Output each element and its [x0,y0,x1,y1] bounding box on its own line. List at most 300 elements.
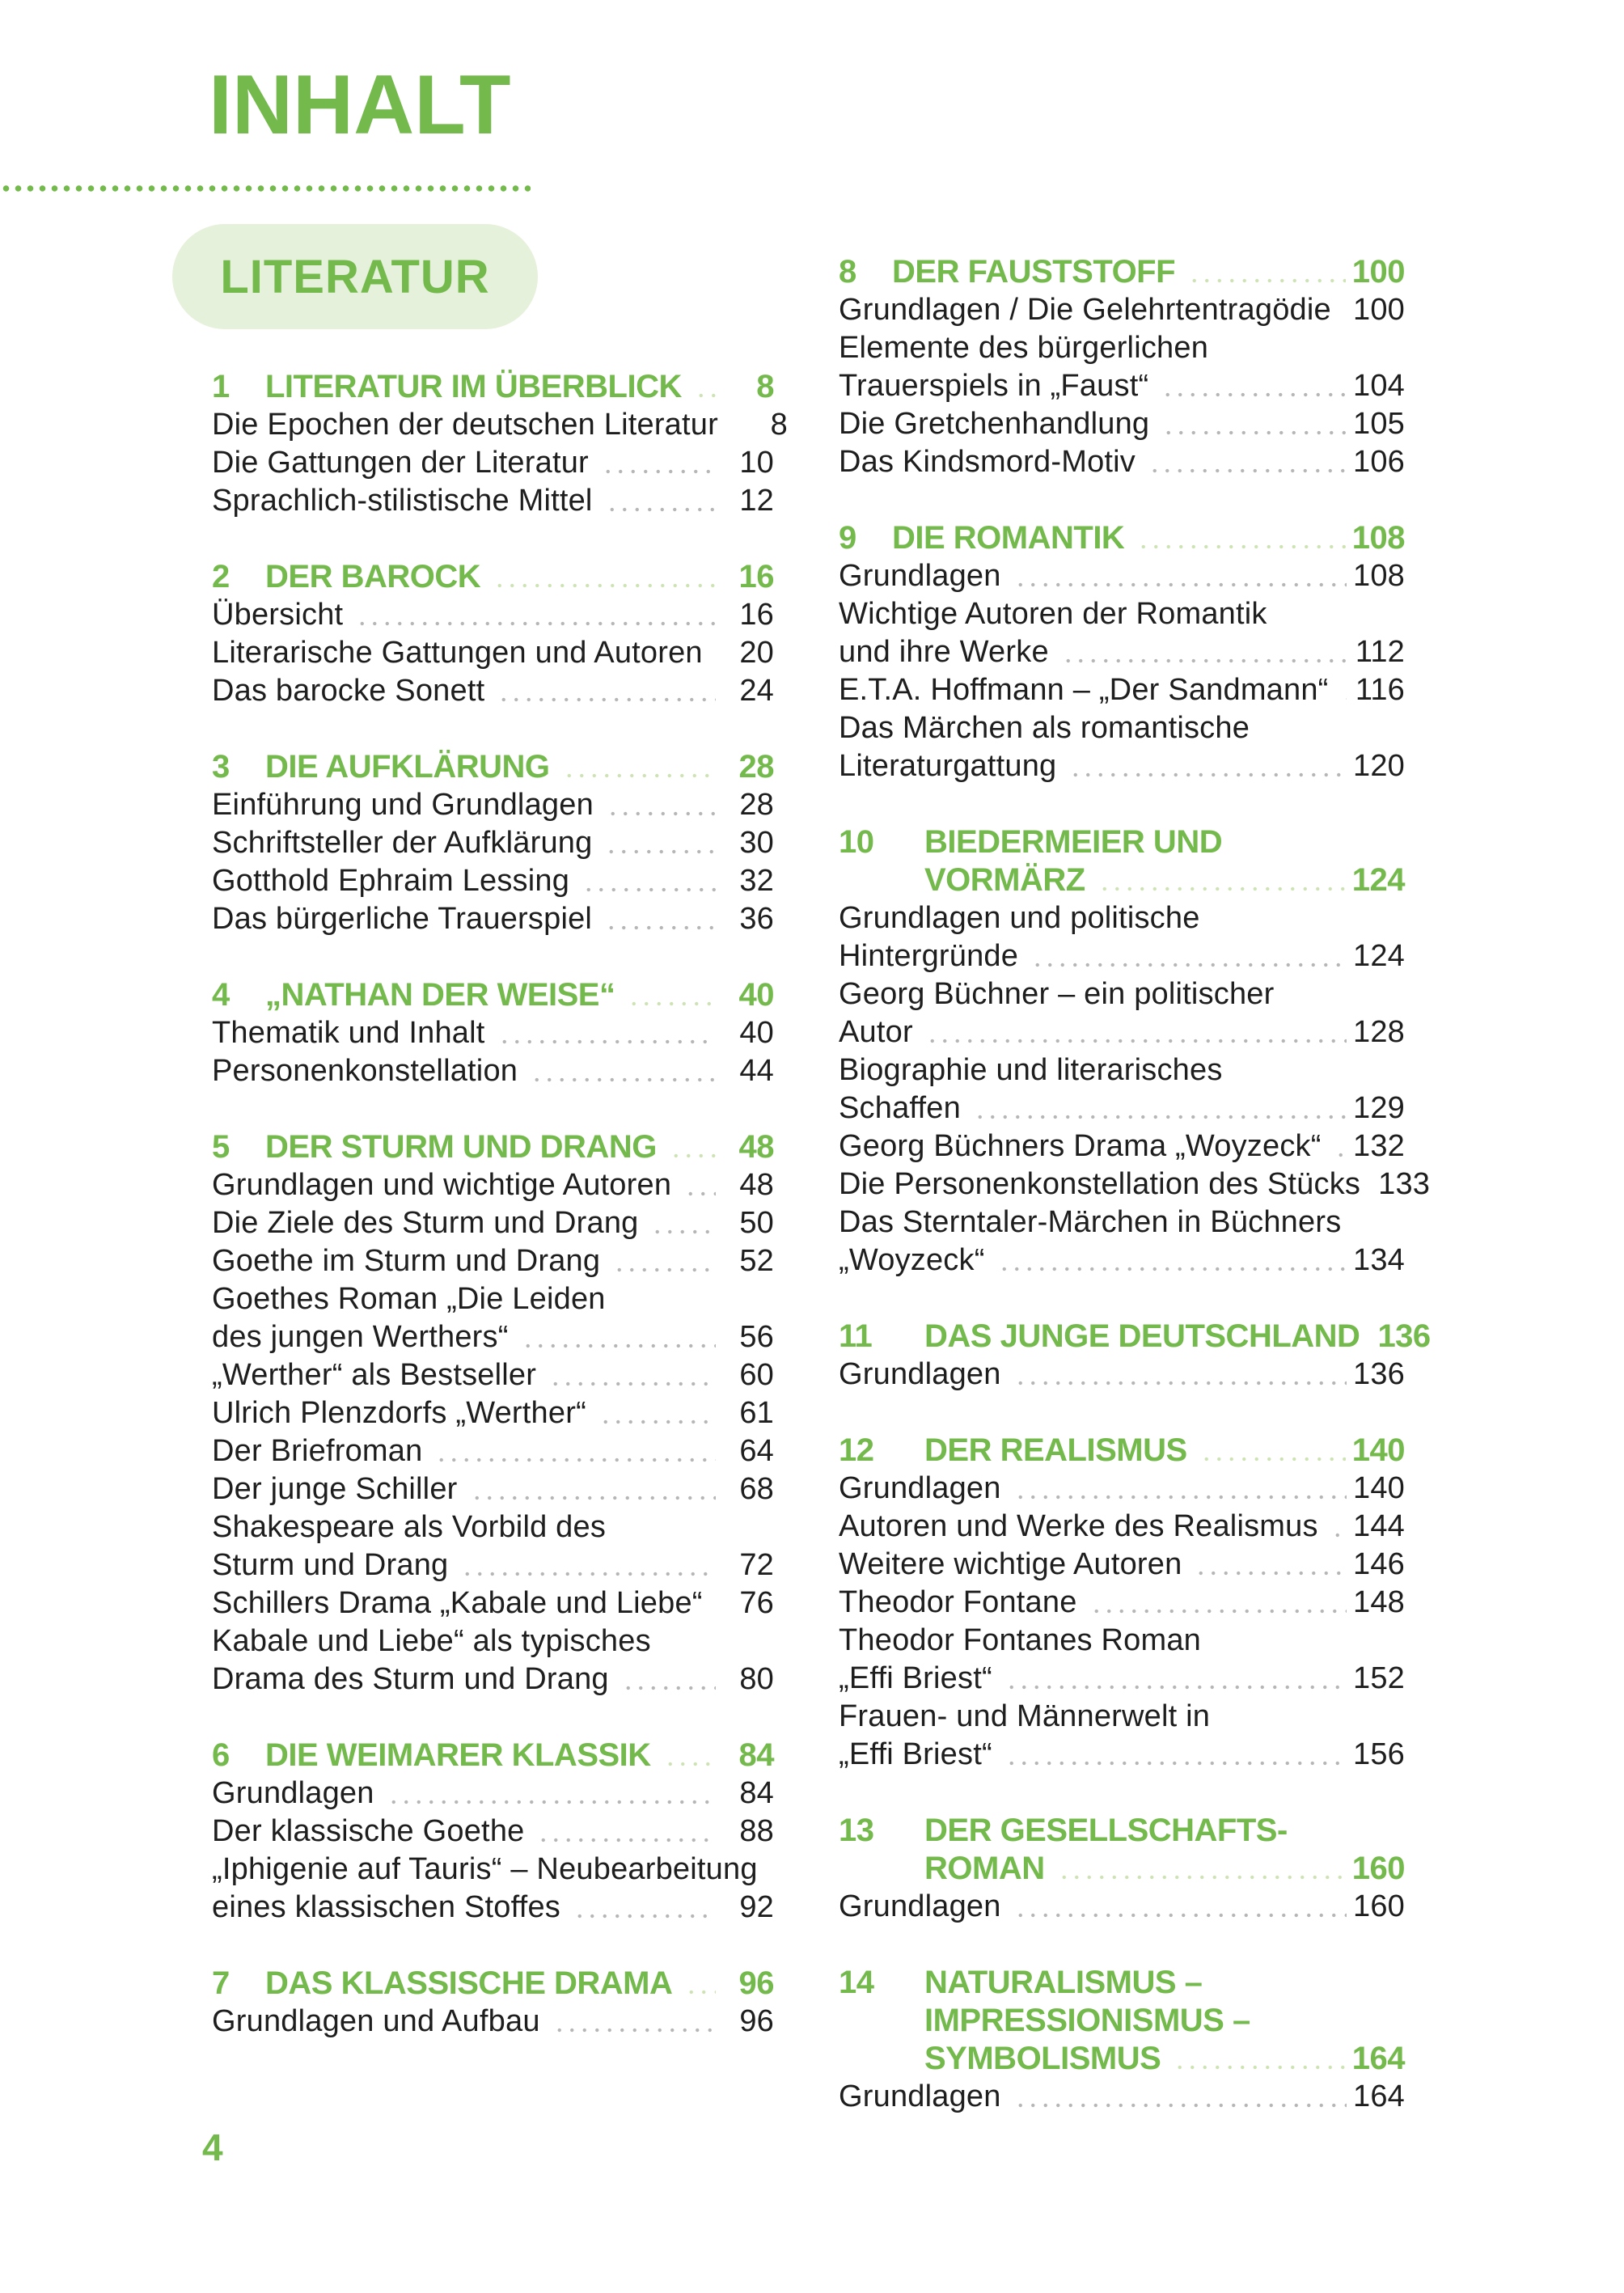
dot-leader [714,634,716,672]
entry-title: Die Ziele des Sturm und Drang [212,1206,639,1240]
toc-entry-line [212,634,774,672]
section-number: 3 [212,749,230,785]
section-number: 5 [212,1129,230,1165]
page-ref: 134 [1352,1243,1405,1277]
dot-leader [1343,291,1347,329]
entry-title: und ihre Werke [839,635,1049,669]
dot-leader [649,1204,716,1242]
toc-entry-line [212,1394,774,1432]
dot-leader [1330,1508,1347,1546]
page-ref: 48 [739,1168,774,1202]
page-ref: 160 [1352,1889,1405,1923]
page-ref: 56 [739,1320,774,1354]
dot-leader [1030,937,1347,975]
dot-leader [714,1584,716,1622]
toc-entry-line [839,633,1405,671]
dot-leader [1004,1736,1347,1774]
section-heading-line [839,1318,1431,1356]
toc-entry-line [839,1736,1405,1774]
section-heading-line [212,1737,774,1775]
section-heading-line [839,1812,1405,1850]
page-ref: 61 [739,1396,774,1430]
page-ref: 164 [1351,2041,1405,2076]
toc-entry-line [212,1470,774,1508]
toc-entry-line [212,482,774,520]
section-number: 12 [839,1432,874,1468]
section-title: DER FAUSTSTOFF [892,254,1176,290]
entry-title: Grundlagen [839,1471,1001,1505]
dot-leader [693,368,716,406]
entry-title: Das Kindsmord-Motiv [839,445,1136,479]
page-ref: 124 [1352,939,1405,973]
toc-entry-line [839,1166,1431,1204]
section-heading-line [839,861,1405,899]
dot-leader [469,1470,716,1508]
dot-leader [1013,557,1347,595]
dot-leader [497,1014,716,1052]
entry-title: Schaffen [839,1091,961,1125]
toc-section-4 [212,976,774,1090]
toc-entry-line [839,1242,1405,1280]
section-number: 9 [839,520,856,556]
dot-leader [1089,1584,1347,1622]
toc-entry-line [839,1698,1405,1736]
section-number: 2 [212,559,230,594]
entry-title: Hintergründe [839,939,1019,973]
section-title: DER REALISMUS [924,1432,1187,1468]
page-ref: 28 [739,788,774,822]
dot-leader [552,2003,716,2041]
page-ref: 68 [739,1472,774,1506]
toc-entry-line [212,1546,774,1584]
dot-leader [662,1737,716,1775]
dot-leader [683,1166,716,1204]
page-ref: 76 [739,1586,774,1620]
section-number: 7 [212,1965,230,2001]
dot-leader [1056,1850,1346,1888]
page-ref: 106 [1352,445,1405,479]
toc-entry-line [212,824,774,862]
page-ref: 12 [739,484,774,518]
section-number: 6 [212,1737,230,1773]
page-ref: 8 [756,369,774,404]
section-title: NATURALISMUS – [924,1965,1203,2000]
toc-section-3 [212,748,774,938]
section-heading-line [839,1964,1405,2002]
toc-entry-line [839,1204,1405,1242]
entry-title: Kabale und Liebe“ als typisches [212,1624,651,1658]
entry-title: Grundlagen und politische [839,901,1200,935]
entry-title: Personenkonstellation [212,1054,518,1088]
section-title: DER STURM UND DRANG [265,1129,657,1165]
entry-title: Frauen- und Männerwelt in [839,1699,1211,1733]
toc-entry-line [212,406,788,444]
toc-column-right [839,253,1431,2154]
dot-leader [605,786,716,824]
entry-title: „Effi Briest“ [839,1737,992,1771]
entry-title: Shakespeare als Vorbild des [212,1510,607,1544]
toc-entry-line [212,2003,774,2041]
page-ref: 129 [1352,1091,1405,1125]
toc-entry-line [212,1014,774,1052]
dot-leader [1013,1470,1347,1508]
entry-title: Grundlagen [839,2079,1001,2113]
toc-entry-line [212,596,774,634]
entry-title: Wichtige Autoren der Romantik [839,597,1267,631]
section-title: IMPRESSIONISMUS – [924,2003,1250,2038]
page-ref: 124 [1351,862,1405,898]
entry-title: Der junge Schiller [212,1472,458,1506]
page-ref: 136 [1377,1318,1431,1354]
toc-section-6 [212,1737,774,1927]
page-ref: 48 [738,1129,774,1165]
page-ref: 156 [1352,1737,1405,1771]
section-title: DAS KLASSISCHE DRAMA [265,1965,673,2001]
section-heading-line [839,253,1405,291]
dot-leader [1340,671,1347,709]
dot-leader [603,900,716,938]
toc-section-5 [212,1128,774,1699]
dot-leader [1147,443,1347,481]
section-title: DIE ROMANTIK [892,520,1125,556]
page-ref: 24 [739,674,774,708]
toc-entry-line [212,1280,774,1318]
entry-title: Grundlagen und Aufbau [212,2004,540,2038]
dot-leader [561,748,717,786]
section-number: 8 [839,254,856,290]
page-ref: 32 [739,864,774,898]
dot-leader [496,672,716,710]
entry-title: Das Sterntaler-Märchen in Büchners [839,1205,1342,1239]
page-ref: 28 [738,749,774,785]
section-title: DIE WEIMARER KLASSIK [265,1737,651,1773]
entry-title: Sprachlich-stilistische Mittel [212,484,593,518]
dot-leader [1333,1127,1347,1166]
entry-title: Goethes Roman „Die Leiden [212,1282,606,1316]
section-title: DER BAROCK [265,559,481,594]
toc-section-13 [839,1812,1405,1926]
dot-leader [520,1318,716,1356]
section-number: 1 [212,369,230,404]
toc-entry-line [212,1508,774,1546]
entry-title: Gotthold Ephraim Lessing [212,864,570,898]
entry-title: Einführung und Grundlagen [212,788,594,822]
dot-leader [603,824,716,862]
entry-title: Der klassische Goethe [212,1814,525,1848]
dot-leader [459,1546,716,1584]
dot-leader [668,1128,716,1166]
entry-title: Sturm und Drang [212,1548,449,1582]
page-ref: 140 [1351,1432,1405,1468]
dot-leader [492,558,716,596]
toc-column-left [212,368,788,2079]
entry-title: Drama des Sturm und Drang [212,1662,609,1696]
toc-entry-line [839,671,1405,709]
dot-leader [600,444,716,482]
toc-section-14 [839,1964,1405,2116]
dot-leader [572,1889,716,1927]
toc-entry-line [212,1622,774,1661]
entry-title: Georg Büchner – ein politischer [839,977,1275,1011]
dot-leader [611,1242,716,1280]
page-ref: 16 [738,559,774,594]
page-ref: 60 [739,1358,774,1392]
dot-leader [996,1242,1347,1280]
toc-entry-line [212,1166,774,1204]
page-ref: 64 [739,1434,774,1468]
entry-title: Das Märchen als romantische [839,711,1250,745]
page-ref: 96 [738,1965,774,2001]
page-ref: 84 [739,1776,774,1810]
entry-title: Schillers Drama „Kabale und Liebe“ [212,1586,703,1620]
dot-leader [386,1775,716,1813]
section-title: LITERATUR IM ÜBERBLICK [265,369,682,404]
page-ref: 20 [739,636,774,670]
dot-leader [1161,405,1347,443]
entry-title: Trauerspiels in „Faust“ [839,369,1149,403]
entry-title: Die Personenkonstellation des Stücks [839,1167,1361,1201]
page-ref: 44 [739,1054,774,1088]
page-ref: 80 [739,1662,774,1696]
toc-entry-line [212,1889,774,1927]
page-ref: 96 [739,2004,774,2038]
dot-leader [972,1089,1347,1127]
toc-entry-line [839,595,1405,633]
section-number: 14 [839,1965,874,2000]
entry-title: Theodor Fontanes Roman [839,1623,1201,1657]
entry-title: Die Gretchenhandlung [839,407,1150,441]
page-ref: 128 [1352,1015,1405,1049]
entry-title: Grundlagen [839,1357,1001,1391]
section-title: DER GESELLSCHAFTS- [924,1813,1288,1848]
literatur-badge [172,224,538,329]
toc-entry-line [839,1051,1405,1089]
dot-leader [626,976,716,1014]
page-ref: 30 [739,826,774,860]
entry-title: E.T.A. Hoffmann – „Der Sandmann“ [839,673,1329,707]
page-ref: 132 [1352,1129,1405,1163]
section-heading-line [839,519,1405,557]
toc-entry-line [212,1356,774,1394]
dot-leader [1013,2078,1347,2116]
page-number: 4 [202,2126,223,2168]
dot-leader [1172,2040,1345,2078]
entry-title: Theodor Fontane [839,1585,1077,1619]
entry-title: Übersicht [212,598,344,632]
toc-entry-line [212,1432,774,1470]
page-ref: 100 [1352,293,1405,327]
entry-title: Grundlagen [839,1889,1001,1923]
dot-leader [581,862,716,900]
dot-leader [1160,367,1347,405]
section-title: SYMBOLISMUS [924,2041,1161,2076]
entry-title: Biographie und literarisches [839,1053,1223,1087]
toc-section-2 [212,558,774,710]
page-ref: 36 [739,902,774,936]
page-ref: 133 [1378,1167,1431,1201]
page-ref: 100 [1351,254,1405,290]
toc-entry-line [839,1508,1405,1546]
entry-title: Schriftsteller der Aufklärung [212,826,593,860]
toc-entry-line [839,899,1405,937]
toc-section-1 [212,368,788,520]
page-ref: 40 [738,977,774,1013]
entry-title: Ulrich Plenzdorfs „Werther“ [212,1396,586,1430]
dot-leader [1136,519,1345,557]
section-heading-line [212,748,774,786]
page-ref: 146 [1352,1547,1405,1581]
section-number: 13 [839,1813,874,1848]
entry-title: Autor [839,1015,913,1049]
section-heading-line [212,558,774,596]
dotted-divider [0,184,531,192]
entry-title: Literarische Gattungen und Autoren [212,636,703,670]
dot-leader [1068,747,1347,785]
toc-entry-line [212,1775,774,1813]
dot-leader [1193,1546,1347,1584]
page-ref: 72 [739,1548,774,1582]
toc-entry-line [212,1584,774,1622]
toc-entry-line [839,937,1405,975]
dot-leader [1186,253,1346,291]
toc-entry-line [839,1660,1405,1698]
toc-entry-line [212,1318,774,1356]
entry-title: Das barocke Sonett [212,674,485,708]
dot-leader [620,1661,716,1699]
page-ref: 16 [739,598,774,632]
toc-entry-line [839,747,1405,785]
entry-title: Georg Büchners Drama „Woyzeck“ [839,1129,1322,1163]
dot-leader [535,1813,716,1851]
dot-leader [683,1965,716,2003]
page-ref: 112 [1355,635,1405,669]
section-heading-line [839,2002,1405,2040]
section-title: DAS JUNGE DEUTSCHLAND [924,1318,1360,1354]
toc-entry-line [212,444,774,482]
toc-entry-line [839,709,1405,747]
toc-entry-line [212,1851,774,1889]
toc-entry-line [839,1013,1405,1051]
page-ref: 50 [739,1206,774,1240]
page-ref: 10 [739,446,774,480]
entry-title: eines klassischen Stoffes [212,1890,560,1924]
toc-entry-line [839,1584,1405,1622]
section-heading-line [212,976,774,1014]
toc-entry-line [839,557,1405,595]
toc-entry-line [839,2078,1405,2116]
dot-leader [1004,1660,1347,1698]
section-heading-line [839,823,1405,861]
toc-entry-line [212,1204,774,1242]
entry-title: Goethe im Sturm und Drang [212,1244,601,1278]
dot-leader [529,1052,716,1090]
toc-entry-line [839,443,1405,481]
entry-title: Grundlagen [212,1776,374,1810]
section-number: 4 [212,977,230,1013]
section-heading-line [839,1850,1405,1888]
page-ref: 104 [1352,369,1405,403]
page-ref: 108 [1351,520,1405,556]
toc-entry-line [839,329,1405,367]
page-ref: 164 [1352,2079,1405,2113]
page-ref: 88 [739,1814,774,1848]
dot-leader [598,1394,716,1432]
toc-entry-line [212,862,774,900]
section-heading-line [212,368,774,406]
dot-leader [354,596,716,634]
entry-title: „Effi Briest“ [839,1661,992,1695]
page-ref: 120 [1352,749,1405,783]
dot-leader [1199,1432,1346,1470]
entry-title: „Werther“ als Bestseller [212,1358,537,1392]
dot-leader [548,1356,716,1394]
badge-label: LITERATUR [220,250,490,303]
section-title: ROMAN [924,1851,1045,1886]
dot-leader [604,482,716,520]
toc-section-9 [839,519,1405,785]
toc-entry-line [839,1089,1405,1127]
page-ref: 108 [1352,559,1405,593]
entry-title: „Iphigenie auf Tauris“ – Neubearbeitung [212,1852,758,1886]
toc-section-7 [212,1965,774,2041]
entry-title: Die Gattungen der Literatur [212,446,589,480]
dot-leader [1060,633,1347,671]
dot-leader [1097,861,1346,899]
section-number: 10 [839,824,874,860]
dot-leader [1013,1356,1347,1394]
toc-entry-line [839,1546,1405,1584]
page-ref: 52 [739,1244,774,1278]
toc-section-11 [839,1318,1431,1394]
toc-entry-line [212,900,774,938]
entry-title: Grundlagen [839,559,1001,593]
toc-entry-line [212,786,774,824]
toc-entry-line [839,405,1405,443]
entry-title: Das bürgerliche Trauerspiel [212,902,593,936]
toc-entry-line [212,1242,774,1280]
page-ref: 148 [1352,1585,1405,1619]
page-ref: 84 [738,1737,774,1773]
entry-title: Literaturgattung [839,749,1057,783]
toc-section-10 [839,823,1431,1280]
toc-entry-line [839,291,1405,329]
page-ref: 116 [1355,673,1405,707]
page-ref: 160 [1351,1851,1405,1886]
toc-entry-line [839,367,1405,405]
page-ref: 144 [1352,1509,1405,1543]
toc-entry-line [212,1052,774,1090]
page-ref: 92 [739,1890,774,1924]
entry-title: des jungen Werthers“ [212,1320,509,1354]
dot-leader [1013,1888,1347,1926]
toc-entry-line [839,1888,1405,1926]
toc-entry-line [212,672,774,710]
section-heading-line [212,1965,774,2003]
toc-section-12 [839,1432,1405,1774]
entry-title: Grundlagen und wichtige Autoren [212,1168,672,1202]
toc-entry-line [839,1127,1405,1166]
dot-leader [433,1432,716,1470]
section-heading-line [212,1128,774,1166]
entry-title: Autoren und Werke des Realismus [839,1509,1318,1543]
section-title: „NATHAN DER WEISE“ [265,977,615,1013]
page-ref: 152 [1352,1661,1405,1695]
page-title: INHALT [209,58,511,152]
page-ref: 40 [739,1016,774,1050]
toc-entry-line [839,1622,1405,1660]
dot-leader [924,1013,1347,1051]
toc-entry-line [839,975,1405,1013]
